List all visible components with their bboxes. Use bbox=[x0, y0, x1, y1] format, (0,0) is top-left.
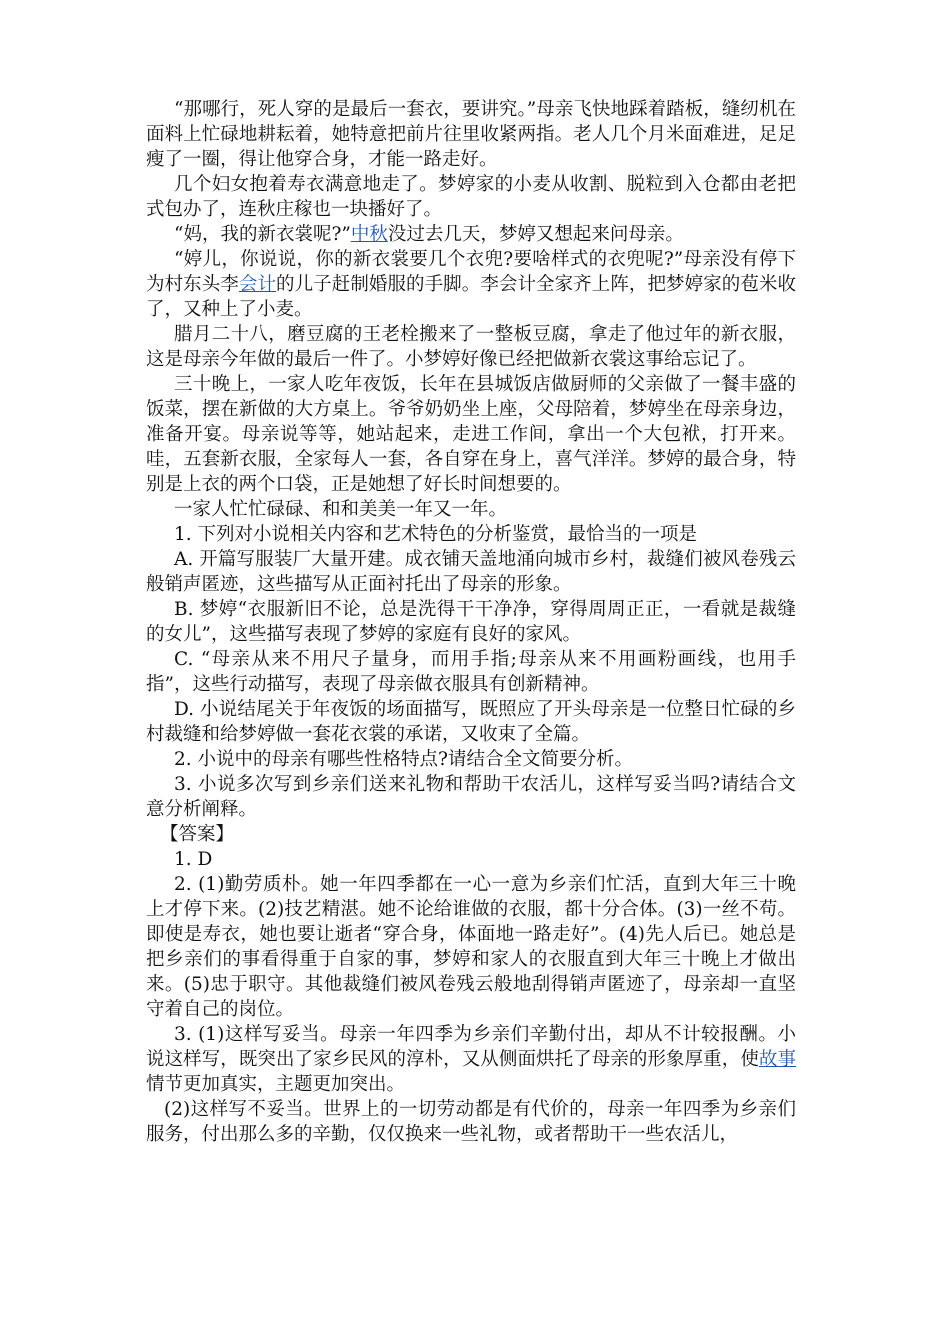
text-run: 腊月二十八，磨豆腐的王老栓搬来了一整板豆腐，拿走了他过年的新衣服，这是母亲今年做的最后一件了。小梦婷好像已经把做新衣裳这事给忘记了。 bbox=[146, 324, 796, 370]
paragraph-q3 bbox=[146, 772, 796, 822]
document-body bbox=[146, 97, 796, 1147]
text-run: D. 小说结尾关于年夜饭的场面描写，既照应了开头母亲是一位整日忙碌的乡村裁缝和给梦婷做一套花衣裳的承诺，又收束了全篇。 bbox=[146, 699, 796, 745]
paragraph-q1 bbox=[146, 522, 796, 547]
text-run: 几个妇女抱着寿衣满意地走了。梦婷家的小麦从收割、脱粒到入仓都由老把式包办了，连秋庄稼也一块播好了。 bbox=[146, 174, 796, 220]
paragraph-qC bbox=[146, 647, 796, 697]
text-run: A. 开篇写服装厂大量开建。成衣铺天盖地涌向城市乡村，裁缝们被风卷残云般销声匿迹，这些描写从正面衬托出了母亲的形象。 bbox=[146, 549, 796, 595]
hyperlink[interactable]: 中秋 bbox=[350, 224, 388, 245]
text-run: 没过去几天，梦婷又想起来问母亲。 bbox=[387, 224, 684, 245]
paragraph-p1 bbox=[146, 97, 796, 172]
text-run: 情节更加真实，主题更加突出。 bbox=[146, 1074, 406, 1095]
text-run: B. 梦婷“衣服新旧不论，总是洗得干干净净，穿得周周正正，一看就是裁缝的女儿”，这些描写表现了梦婷的家庭有良好的家风。 bbox=[146, 599, 796, 645]
text-run: 【答案】 bbox=[160, 824, 235, 845]
paragraph-p7 bbox=[146, 497, 796, 522]
text-run: “妈，我的新衣裳呢?” bbox=[174, 224, 351, 245]
text-run: 的儿子赶制婚服的手脚。李会计全家齐上阵，把梦婷家的苞米收了，又种上了小麦。 bbox=[146, 274, 796, 320]
text-run: 3. (1)这样写妥当。母亲一年四季为乡亲们辛勤付出，却从不计较报酬。小说这样写，既突出了家乡民风的淳朴，又从侧面烘托了母亲的形象厚重，使 bbox=[146, 1024, 796, 1070]
text-run: C. “母亲从来不用尺子量身，而用手指;母亲从来不用画粉画线，也用手指”，这些行动描写，表现了母亲做衣服具有创新精神。 bbox=[146, 649, 796, 695]
paragraph-p2 bbox=[146, 172, 796, 222]
text-run: 一家人忙忙碌碌、和和美美一年又一年。 bbox=[174, 499, 508, 520]
paragraph-ans bbox=[146, 822, 796, 847]
paragraph-a2 bbox=[146, 872, 796, 1022]
paragraph-a3 bbox=[146, 1022, 796, 1097]
text-run: (2)这样写不妥当。世界上的一切劳动都是有代价的，母亲一年四季为乡亲们服务，付出那么多的辛勤，仅仅换来一些礼物，或者帮助干一些农活儿， bbox=[146, 1099, 796, 1145]
text-run: “那哪行，死人穿的是最后一套衣，要讲究。”母亲飞快地踩着踏板，缝纫机在面料上忙碌地耕耘着，她特意把前片往里收紧两指。老人几个月米面难进，足足瘦了一圈，得让他穿合身，才能一路走好。 bbox=[146, 99, 796, 170]
text-run: 2. 小说中的母亲有哪些性格特点?请结合全文简要分析。 bbox=[174, 749, 633, 770]
hyperlink[interactable]: 会计 bbox=[238, 274, 277, 295]
text-run: “婷儿，你说说，你的新衣裳要几个衣兜?要啥样式的衣兜呢?”母亲没有停下为村东头李 bbox=[146, 249, 796, 295]
paragraph-q2 bbox=[146, 747, 796, 772]
hyperlink[interactable]: 故事 bbox=[758, 1049, 796, 1070]
paragraph-qD bbox=[146, 697, 796, 747]
paragraph-p3 bbox=[146, 222, 796, 247]
paragraph-p5 bbox=[146, 322, 796, 372]
text-run: 2. (1)勤劳质朴。她一年四季都在一心一意为乡亲们忙活，直到大年三十晚上才停下来。(2)技艺精湛。她不论给谁做的衣服，都十分合体。(3)一丝不苟。即使是寿衣，她也要让逝者“穿合身，体面地一路走好”。(4)先人后已。她总是把乡亲们的事看得重于自家的事，梦婷和家人的衣服直到大年三十晚上才做出来。(5)忠于职守。其他裁缝们被风卷残云般地刮得销声匿迹了，母亲却一直坚守着自己的岗位。 bbox=[146, 874, 796, 1020]
paragraph-p6 bbox=[146, 372, 796, 497]
text-run: 1. D bbox=[174, 849, 213, 870]
paragraph-a3b bbox=[146, 1097, 796, 1147]
paragraph-a1 bbox=[146, 847, 796, 872]
text-run: 3. 小说多次写到乡亲们送来礼物和帮助干农活儿，这样写妥当吗?请结合文意分析阐释。 bbox=[146, 774, 796, 820]
text-run: 1. 下列对小说相关内容和艺术特色的分析鉴赏，最恰当的一项是 bbox=[174, 524, 698, 545]
paragraph-qA bbox=[146, 547, 796, 597]
text-run: 三十晚上，一家人吃年夜饭，长年在县城饭店做厨师的父亲做了一餐丰盛的饭菜，摆在新做的大方桌上。爷爷奶奶坐上座，父母陪着，梦婷坐在母亲身边，准备开宴。母亲说等等，她站起来，走进工作间，拿出一个大包袱，打开来。哇，五套新衣服，全家每人一套，各自穿在身上，喜气洋洋。梦婷的最合身，特别是上衣的两个口袋，正是她想了好长时间想要的。 bbox=[146, 374, 796, 495]
paragraph-qB bbox=[146, 597, 796, 647]
paragraph-p4 bbox=[146, 247, 796, 322]
